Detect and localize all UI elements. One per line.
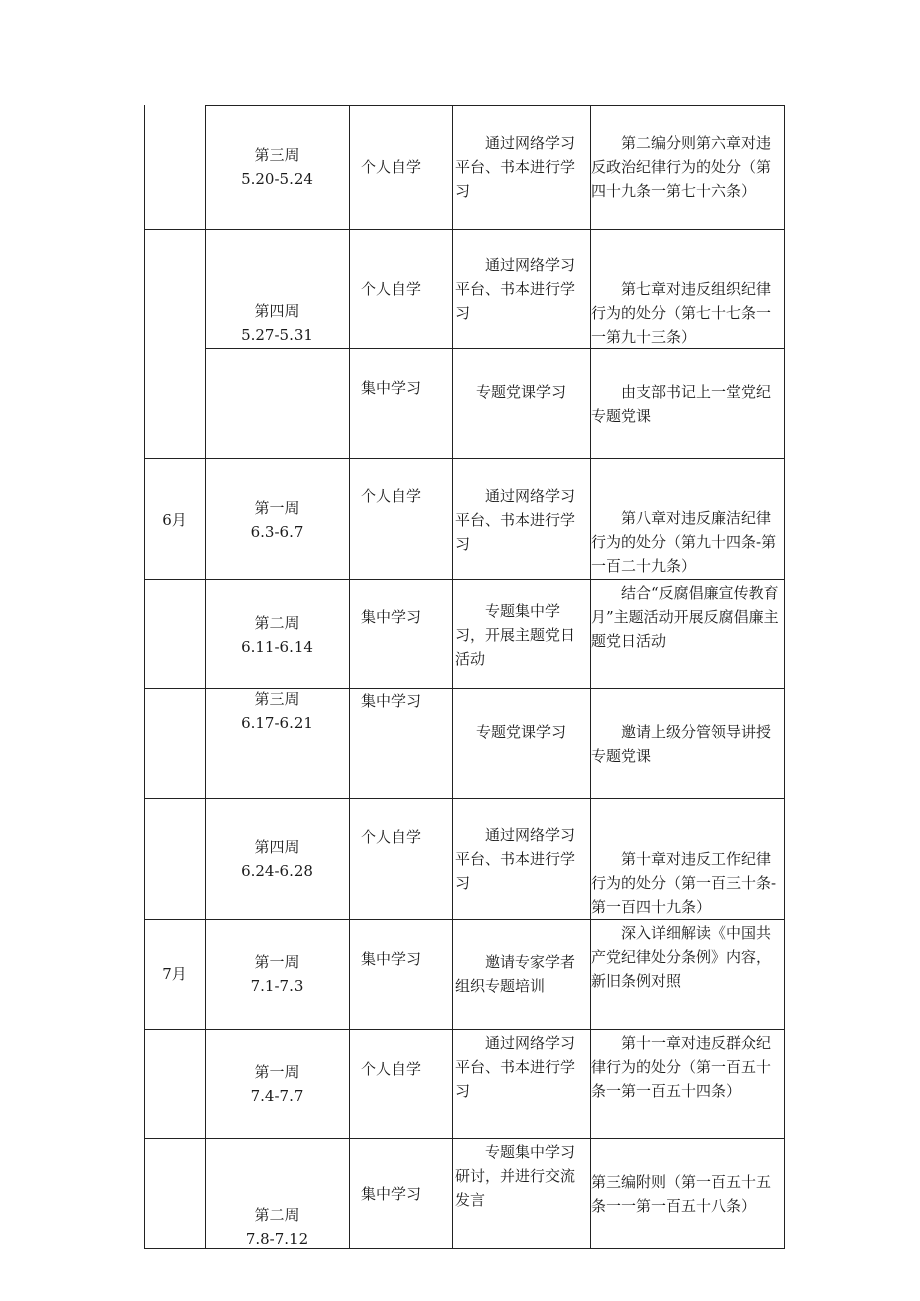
- week-cell: 第三周 6.17-6.21: [241, 690, 313, 732]
- week-cell: 第一周 7.4-7.7: [250, 1063, 304, 1105]
- mode-cell: 集中学习: [361, 1185, 422, 1203]
- week-cell: 第四周 5.27-5.31: [241, 302, 313, 344]
- study-plan-table: [144, 105, 785, 1249]
- week-cell: 第三周 5.20-5.24: [241, 146, 313, 188]
- content-cell: 第七章对违反组织纪律行为的处分（第七十七条一一第九十三条）: [591, 280, 772, 346]
- month-cell: 6月: [162, 511, 187, 529]
- week-cell: 第二周 7.8-7.12: [245, 1206, 309, 1248]
- week-cell: 第一周 6.3-6.7: [250, 499, 304, 541]
- month-cell: 7月: [162, 965, 187, 983]
- week-cell: 第一周 7.1-7.3: [250, 953, 304, 995]
- grid-line: [144, 229, 785, 230]
- grid-line: [144, 919, 785, 920]
- content-cell: 由支部书记上一堂党纪专题党课: [591, 383, 772, 425]
- mode-cell: 集中学习: [361, 608, 422, 626]
- grid-line: [144, 579, 785, 580]
- content-cell: 第十一章对违反群众纪律行为的处分（第一百五十条一第一百五十四条）: [591, 1034, 772, 1100]
- content-cell: 结合“反腐倡廉宣传教育月”主题活动开展反腐倡廉主题党日活动: [591, 584, 779, 650]
- mode-cell: 集中学习: [361, 379, 422, 397]
- grid-line: [144, 798, 785, 799]
- mode-cell: 个人自学: [361, 280, 422, 298]
- content-cell: 第八章对违反廉洁纪律行为的处分（第九十四条-第一百二十九条）: [591, 509, 777, 575]
- grid-line: [349, 105, 350, 1249]
- grid-line: [144, 458, 785, 459]
- method-cell: 专题党课学习: [475, 723, 566, 741]
- method-cell: 通过网络学习平台、书本进行学习: [455, 256, 576, 322]
- grid-line: [452, 105, 453, 1249]
- mode-cell: 个人自学: [361, 828, 422, 846]
- week-cell: 第四周 6.24-6.28: [241, 838, 313, 880]
- content-cell: 第三编附则（第一百五十五条一一第一百五十八条）: [591, 1173, 772, 1215]
- method-cell: 专题集中学习，开展主题党日活动: [455, 602, 576, 668]
- method-cell: 专题党课学习: [475, 383, 566, 401]
- grid-line: [144, 105, 145, 1249]
- mode-cell: 集中学习: [361, 950, 422, 968]
- mode-cell: 个人自学: [361, 1060, 422, 1078]
- content-cell: 第二编分则第六章对违反政治纪律行为的处分（第四十九条一第七十六条）: [591, 134, 772, 200]
- week-cell: 第二周 6.11-6.14: [241, 614, 313, 656]
- mode-cell: 个人自学: [361, 158, 422, 176]
- content-cell: 第十章对违反工作纪律行为的处分（第一百三十条-第一百四十九条）: [591, 850, 777, 916]
- method-cell: 通过网络学习平台、书本进行学习: [455, 826, 576, 892]
- mode-cell: 个人自学: [361, 487, 422, 505]
- mode-cell: 集中学习: [361, 692, 422, 710]
- method-cell: 专题集中学习研讨，并进行交流发言: [455, 1143, 576, 1209]
- method-cell: 通过网络学习平台、书本进行学习: [455, 487, 576, 553]
- content-cell: 邀请上级分管领导讲授专题党课: [591, 723, 772, 765]
- grid-line: [144, 1029, 785, 1030]
- content-cell: 深入详细解读《中国共产党纪律处分条例》内容，新旧条例对照: [591, 924, 772, 990]
- grid-line: [144, 1138, 785, 1139]
- grid-line: [205, 105, 785, 106]
- method-cell: 邀请专家学者组织专题培训: [455, 953, 576, 995]
- method-cell: 通过网络学习平台、书本进行学习: [455, 1034, 576, 1100]
- method-cell: 通过网络学习平台、书本进行学习: [455, 134, 576, 200]
